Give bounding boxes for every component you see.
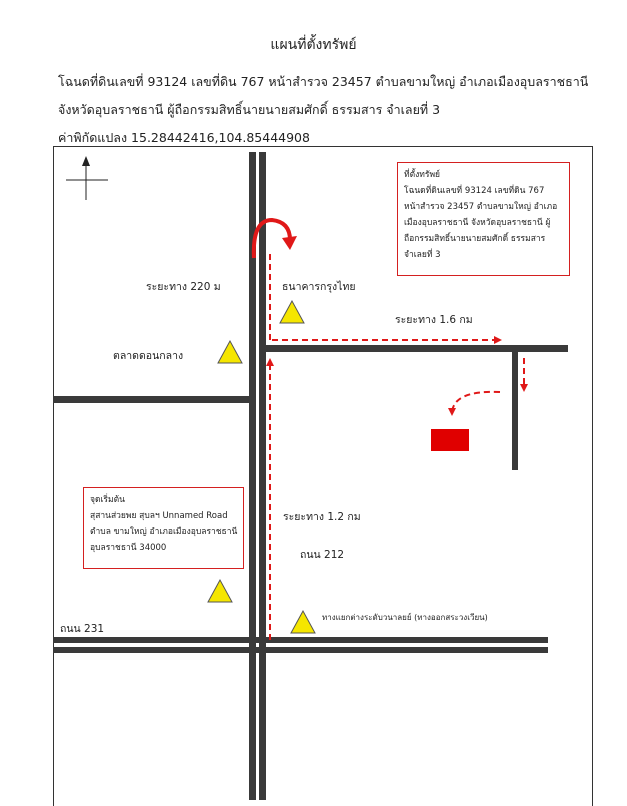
side-road-left (53, 396, 249, 403)
property-box-line: เมืองอุบลราชธานี จังหวัดอุบลราชธานี ผู้ (404, 218, 551, 228)
start-point-box (83, 487, 244, 569)
property-box-line: ถือกรรมสิทธิ์นายนายสมศักดิ์ ธรรมสาร (404, 234, 546, 244)
coordinates-line: ค่าพิกัดแปลง 15.28442416,104.85444908 (58, 130, 310, 145)
label-distance-220: ระยะทาง 220 ม (146, 281, 221, 293)
label-market: ตลาดดอนกลาง (113, 350, 184, 362)
start-box-line: จุดเริ่มต้น (90, 495, 125, 505)
side-road-right (266, 345, 568, 352)
label-road-212: ถนน 212 (300, 549, 345, 561)
deed-info-line-2: จังหวัดอุบลราชธานี ผู้ถือกรรมสิทธิ์นายนายสมศักดิ์ ธรรมสาร จำเลยที่ 3 (58, 102, 441, 117)
property-box-line: โฉนดที่ดินเลขที่ 93124 เลขที่ดิน 767 (404, 186, 545, 196)
label-bank: ธนาคารกรุงไทย (282, 281, 356, 293)
start-box-line: อุบลราชธานี 34000 (90, 543, 167, 553)
start-box-line: ตำบล ขามใหญ่ อำเภอเมืองอุบลราชธานี (90, 527, 238, 537)
property-info-box (397, 162, 570, 276)
label-distance-12: ระยะทาง 1.2 กม (283, 511, 361, 523)
start-box-line: สุสานส่วยพย สุบลฯ Unnamed Road (90, 511, 228, 521)
road-231 (53, 637, 548, 653)
label-intersection: ทางแยกต่างระดับวนาลยย์ (ทางออกสระวงเวียน) (322, 613, 488, 622)
property-box-line: หน้าสำรวจ 23457 ตำบลขามใหญ่ อำเภอ (404, 202, 558, 212)
property-box-line: ที่ตั้งทรัพย์ (404, 170, 441, 180)
north-arrow-icon (66, 156, 108, 200)
side-road-branch (512, 352, 518, 470)
label-road-231: ถนน 231 (60, 623, 105, 635)
deed-info-line-1: โฉนดที่ดินเลขที่ 93124 เลขที่ดิน 767 หน้าสำรวจ 23457 ตำบลขามใหญ่ อำเภอเมืองอุบลราชธานี (58, 74, 589, 89)
label-distance-16: ระยะทาง 1.6 กม (395, 314, 473, 326)
property-box-line: จำเลยที่ 3 (404, 250, 441, 260)
road-212 (249, 152, 266, 800)
property-marker (431, 429, 469, 451)
map-title: แผนที่ตั้งทรัพย์ (270, 37, 357, 53)
